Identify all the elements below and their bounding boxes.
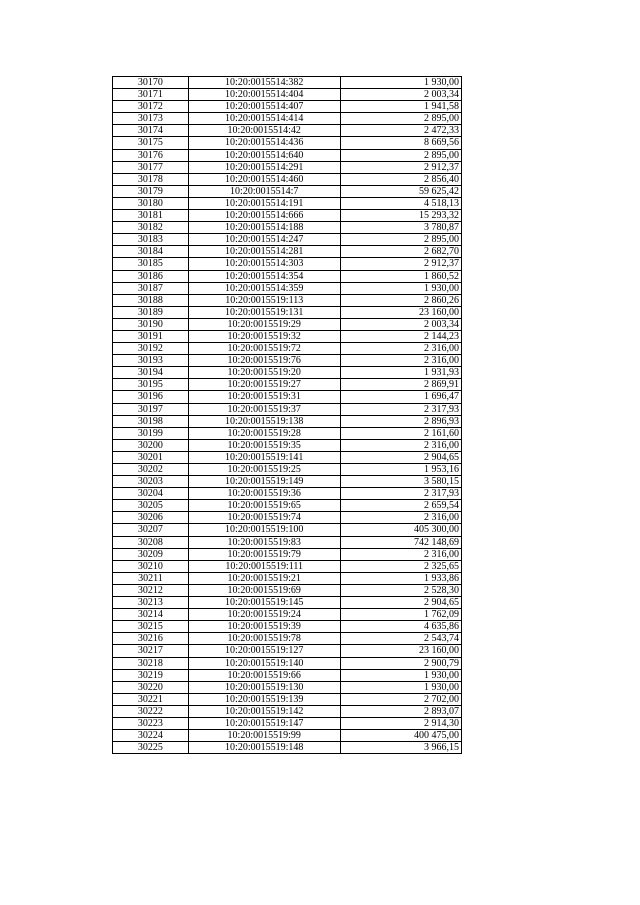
table-row [113,161,462,173]
table-row [113,476,462,488]
row-number-cell: 30221 [113,693,189,705]
table-row [113,560,462,572]
table-row [113,270,462,282]
table-row [113,693,462,705]
row-number-cell: 30201 [113,451,189,463]
value-cell: 59 625,42 [340,185,461,197]
cadastral-number-cell: 10:20:0015519:130 [188,681,340,693]
row-number-cell: 30217 [113,645,189,657]
table-row [113,77,462,89]
row-number-cell: 30209 [113,548,189,560]
row-number-cell: 30194 [113,367,189,379]
value-cell: 2 896,93 [340,415,461,427]
table-row [113,258,462,270]
row-number-cell: 30203 [113,476,189,488]
value-cell: 2 003,34 [340,318,461,330]
table-row [113,730,462,742]
row-number-cell: 30224 [113,730,189,742]
row-number-cell: 30188 [113,294,189,306]
cadastral-number-cell: 10:20:0015514:460 [188,173,340,185]
cadastral-number-cell: 10:20:0015519:65 [188,500,340,512]
value-cell: 2 317,93 [340,403,461,415]
cadastral-number-cell: 10:20:0015519:99 [188,730,340,742]
row-number-cell: 30177 [113,161,189,173]
row-number-cell: 30192 [113,343,189,355]
value-cell: 2 895,00 [340,113,461,125]
table-row [113,742,462,754]
value-cell: 2 316,00 [340,343,461,355]
cadastral-number-cell: 10:20:0015519:100 [188,524,340,536]
table-row [113,464,462,476]
cadastral-number-cell: 10:20:0015514:359 [188,282,340,294]
value-cell: 405 300,00 [340,524,461,536]
cadastral-number-cell: 10:20:0015514:291 [188,161,340,173]
value-cell: 2 904,65 [340,597,461,609]
row-number-cell: 30183 [113,234,189,246]
value-cell: 2 161,60 [340,427,461,439]
row-number-cell: 30211 [113,572,189,584]
table-row [113,500,462,512]
row-number-cell: 30206 [113,512,189,524]
cadastral-number-cell: 10:20:0015519:20 [188,367,340,379]
value-cell: 3 966,15 [340,742,461,754]
table-row [113,89,462,101]
table-row [113,451,462,463]
value-cell: 3 780,87 [340,222,461,234]
cadastral-number-cell: 10:20:0015519:148 [188,742,340,754]
cadastral-number-cell: 10:20:0015514:414 [188,113,340,125]
row-number-cell: 30225 [113,742,189,754]
cadastral-number-cell: 10:20:0015519:21 [188,572,340,584]
value-cell: 400 475,00 [340,730,461,742]
value-cell: 2 682,70 [340,246,461,258]
cadastral-number-cell: 10:20:0015519:140 [188,657,340,669]
row-number-cell: 30199 [113,427,189,439]
row-number-cell: 30190 [113,318,189,330]
value-cell: 2 869,91 [340,379,461,391]
value-cell: 2 316,00 [340,439,461,451]
value-cell: 2 317,93 [340,488,461,500]
row-number-cell: 30186 [113,270,189,282]
table-row [113,439,462,451]
row-number-cell: 30174 [113,125,189,137]
table-row [113,705,462,717]
table-row [113,125,462,137]
row-number-cell: 30205 [113,500,189,512]
table-row [113,572,462,584]
cadastral-number-cell: 10:20:0015514:42 [188,125,340,137]
table-row [113,681,462,693]
row-number-cell: 30179 [113,185,189,197]
table-row [113,609,462,621]
table-row [113,318,462,330]
table-row [113,113,462,125]
value-cell: 1 930,00 [340,77,461,89]
row-number-cell: 30185 [113,258,189,270]
row-number-cell: 30197 [113,403,189,415]
row-number-cell: 30204 [113,488,189,500]
value-cell: 1 696,47 [340,391,461,403]
table-row [113,222,462,234]
table-row [113,717,462,729]
row-number-cell: 30213 [113,597,189,609]
row-number-cell: 30222 [113,705,189,717]
value-cell: 2 856,40 [340,173,461,185]
table-body [113,77,462,754]
value-cell: 2 144,23 [340,330,461,342]
cadastral-number-cell: 10:20:0015519:78 [188,633,340,645]
row-number-cell: 30212 [113,584,189,596]
cadastral-number-cell: 10:20:0015519:36 [188,488,340,500]
row-number-cell: 30214 [113,609,189,621]
cadastral-number-cell: 10:20:0015519:31 [188,391,340,403]
row-number-cell: 30202 [113,464,189,476]
table-row [113,149,462,161]
cadastral-number-cell: 10:20:0015519:139 [188,693,340,705]
table-row [113,427,462,439]
row-number-cell: 30193 [113,355,189,367]
table-row [113,210,462,222]
value-cell: 2 900,79 [340,657,461,669]
row-number-cell: 30200 [113,439,189,451]
row-number-cell: 30181 [113,210,189,222]
cadastral-value-table [112,76,462,754]
table-row [113,403,462,415]
table-row [113,512,462,524]
table-row [113,488,462,500]
table-row [113,185,462,197]
value-cell: 2 528,30 [340,584,461,596]
cadastral-number-cell: 10:20:0015519:111 [188,560,340,572]
value-cell: 4 635,86 [340,621,461,633]
row-number-cell: 30182 [113,222,189,234]
table-row [113,282,462,294]
table-row [113,633,462,645]
value-cell: 2 472,33 [340,125,461,137]
row-number-cell: 30176 [113,149,189,161]
table-row [113,584,462,596]
value-cell: 23 160,00 [340,306,461,318]
row-number-cell: 30170 [113,77,189,89]
table-row [113,173,462,185]
cadastral-number-cell: 10:20:0015519:83 [188,536,340,548]
value-cell: 742 148,69 [340,536,461,548]
row-number-cell: 30215 [113,621,189,633]
table-row [113,524,462,536]
cadastral-number-cell: 10:20:0015519:138 [188,415,340,427]
row-number-cell: 30184 [113,246,189,258]
value-cell: 1 930,00 [340,681,461,693]
cadastral-number-cell: 10:20:0015514:281 [188,246,340,258]
cadastral-number-cell: 10:20:0015519:37 [188,403,340,415]
table-row [113,355,462,367]
cadastral-number-cell: 10:20:0015514:382 [188,77,340,89]
table-row [113,657,462,669]
value-cell: 2 003,34 [340,89,461,101]
value-cell: 8 669,56 [340,137,461,149]
table-row [113,645,462,657]
table-row [113,621,462,633]
cadastral-number-cell: 10:20:0015519:147 [188,717,340,729]
table-row [113,197,462,209]
cadastral-number-cell: 10:20:0015519:74 [188,512,340,524]
table-row [113,669,462,681]
value-cell: 2 702,00 [340,693,461,705]
row-number-cell: 30216 [113,633,189,645]
value-cell: 2 895,00 [340,149,461,161]
table-row [113,294,462,306]
table-row [113,391,462,403]
cadastral-number-cell: 10:20:0015519:142 [188,705,340,717]
cadastral-number-cell: 10:20:0015519:39 [188,621,340,633]
value-cell: 4 518,13 [340,197,461,209]
value-cell: 2 860,26 [340,294,461,306]
cadastral-number-cell: 10:20:0015519:25 [188,464,340,476]
table-row [113,246,462,258]
cadastral-number-cell: 10:20:0015514:188 [188,222,340,234]
value-cell: 2 316,00 [340,355,461,367]
cadastral-number-cell: 10:20:0015514:436 [188,137,340,149]
value-cell: 2 904,65 [340,451,461,463]
row-number-cell: 30173 [113,113,189,125]
table-row [113,548,462,560]
cadastral-number-cell: 10:20:0015519:113 [188,294,340,306]
value-cell: 2 914,30 [340,717,461,729]
cadastral-number-cell: 10:20:0015514:247 [188,234,340,246]
value-cell: 2 912,37 [340,258,461,270]
value-cell: 2 316,00 [340,548,461,560]
cadastral-number-cell: 10:20:0015514:407 [188,101,340,113]
row-number-cell: 30220 [113,681,189,693]
row-number-cell: 30196 [113,391,189,403]
value-cell: 1 930,00 [340,282,461,294]
table-row [113,379,462,391]
row-number-cell: 30195 [113,379,189,391]
value-cell: 15 293,32 [340,210,461,222]
row-number-cell: 30172 [113,101,189,113]
cadastral-number-cell: 10:20:0015519:28 [188,427,340,439]
row-number-cell: 30219 [113,669,189,681]
value-cell: 1 930,00 [340,669,461,681]
cadastral-number-cell: 10:20:0015519:24 [188,609,340,621]
table-row [113,597,462,609]
value-cell: 1 941,58 [340,101,461,113]
value-cell: 2 316,00 [340,512,461,524]
cadastral-number-cell: 10:20:0015519:72 [188,343,340,355]
cadastral-number-cell: 10:20:0015514:666 [188,210,340,222]
table-row [113,330,462,342]
cadastral-number-cell: 10:20:0015514:354 [188,270,340,282]
value-cell: 1 953,16 [340,464,461,476]
row-number-cell: 30189 [113,306,189,318]
cadastral-number-cell: 10:20:0015519:66 [188,669,340,681]
value-cell: 3 580,15 [340,476,461,488]
cadastral-number-cell: 10:20:0015514:404 [188,89,340,101]
cadastral-number-cell: 10:20:0015514:303 [188,258,340,270]
value-cell: 2 912,37 [340,161,461,173]
cadastral-number-cell: 10:20:0015519:76 [188,355,340,367]
row-number-cell: 30191 [113,330,189,342]
value-cell: 2 543,74 [340,633,461,645]
row-number-cell: 30198 [113,415,189,427]
cadastral-number-cell: 10:20:0015519:131 [188,306,340,318]
row-number-cell: 30218 [113,657,189,669]
table-row [113,306,462,318]
table-row [113,536,462,548]
table-row [113,367,462,379]
cadastral-number-cell: 10:20:0015519:27 [188,379,340,391]
row-number-cell: 30210 [113,560,189,572]
cadastral-number-cell: 10:20:0015519:32 [188,330,340,342]
cadastral-number-cell: 10:20:0015519:35 [188,439,340,451]
value-cell: 1 931,93 [340,367,461,379]
table-row [113,234,462,246]
row-number-cell: 30171 [113,89,189,101]
cadastral-number-cell: 10:20:0015519:145 [188,597,340,609]
row-number-cell: 30207 [113,524,189,536]
cadastral-number-cell: 10:20:0015519:29 [188,318,340,330]
table-row [113,137,462,149]
cadastral-number-cell: 10:20:0015519:69 [188,584,340,596]
table-row [113,343,462,355]
cadastral-number-cell: 10:20:0015514:640 [188,149,340,161]
cadastral-number-cell: 10:20:0015519:79 [188,548,340,560]
cadastral-number-cell: 10:20:0015514:191 [188,197,340,209]
row-number-cell: 30175 [113,137,189,149]
row-number-cell: 30208 [113,536,189,548]
value-cell: 2 893,07 [340,705,461,717]
cadastral-number-cell: 10:20:0015514:7 [188,185,340,197]
table-row [113,415,462,427]
value-cell: 1 762,09 [340,609,461,621]
value-cell: 1 860,52 [340,270,461,282]
value-cell: 1 933,86 [340,572,461,584]
cadastral-number-cell: 10:20:0015519:127 [188,645,340,657]
row-number-cell: 30223 [113,717,189,729]
row-number-cell: 30178 [113,173,189,185]
table-row [113,101,462,113]
row-number-cell: 30187 [113,282,189,294]
row-number-cell: 30180 [113,197,189,209]
cadastral-number-cell: 10:20:0015519:149 [188,476,340,488]
value-cell: 2 659,54 [340,500,461,512]
value-cell: 23 160,00 [340,645,461,657]
value-cell: 2 895,00 [340,234,461,246]
value-cell: 2 325,65 [340,560,461,572]
cadastral-number-cell: 10:20:0015519:141 [188,451,340,463]
